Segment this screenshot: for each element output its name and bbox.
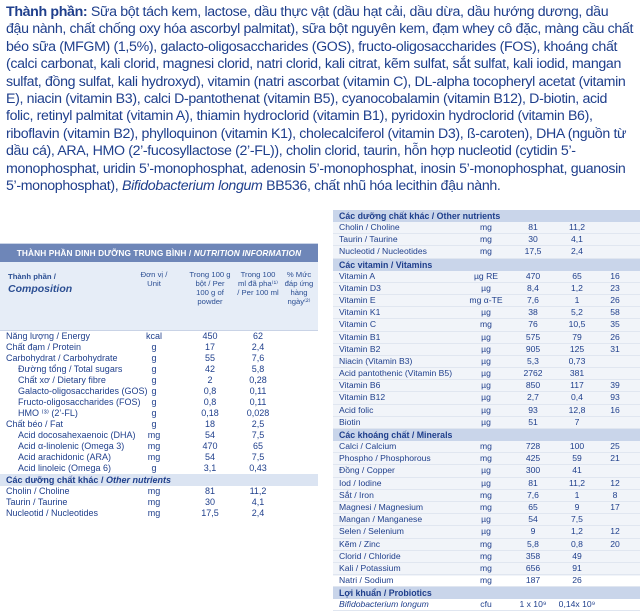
v1-cell: 38 <box>528 307 538 318</box>
name-cell: Nucleotid / Nucleotides <box>6 508 99 518</box>
table-row <box>333 319 640 331</box>
unit-cell: mg <box>480 562 492 573</box>
unit-cell: mg <box>480 234 492 245</box>
v1-cell: 76 <box>528 319 538 330</box>
v3-cell: 17 <box>610 501 620 512</box>
other-nutrients-rows <box>0 486 318 519</box>
table-row <box>333 453 640 465</box>
v100ml-cell: 2,4 <box>251 342 265 352</box>
table-row <box>0 364 318 375</box>
table-row <box>333 502 640 514</box>
v3-cell: 12 <box>610 477 620 488</box>
nutrition-table-title <box>0 244 318 262</box>
v2-cell: 10,5 <box>568 319 586 330</box>
name-cell: Phospho / Phosphorous <box>339 453 431 464</box>
v2-cell: 7,5 <box>571 514 583 525</box>
unit-cell: g <box>151 364 157 374</box>
minerals-rows <box>333 441 640 587</box>
v100ml-cell: 2,4 <box>251 508 265 518</box>
col-unit: Đơn vị / Unit <box>140 270 168 288</box>
unit-cell: mg <box>480 550 492 561</box>
table-row <box>333 441 640 453</box>
vitamins-title: Các vitamin / Vitamins <box>333 259 640 271</box>
table-row <box>0 353 318 364</box>
table-row <box>333 392 640 404</box>
v1-cell: 2762 <box>523 368 543 379</box>
name-cell: Vitamin B2 <box>339 343 381 354</box>
v100g-cell: 42 <box>204 364 215 374</box>
table-row <box>333 539 640 551</box>
unit-cell: µg <box>481 514 491 525</box>
unit-cell: µg <box>481 380 491 391</box>
v3-cell: 25 <box>610 441 620 451</box>
v2-cell: 1,2 <box>571 526 583 537</box>
table-row <box>0 342 318 353</box>
unit-cell: cfu <box>480 599 492 610</box>
v100g-cell: 17,5 <box>201 508 219 518</box>
v2-cell: 59 <box>572 453 582 464</box>
v2-cell: 1 <box>574 294 580 305</box>
v1-cell: 9 <box>530 526 536 537</box>
table-row <box>0 331 318 342</box>
v100g-cell: 17 <box>204 342 215 352</box>
v1-cell: 850 <box>525 380 541 391</box>
table-row <box>333 490 640 502</box>
name-cell: Vitamin K1 <box>339 307 381 318</box>
unit-cell: g <box>151 408 157 418</box>
table-row <box>0 486 318 497</box>
name-cell: Selen / Selenium <box>339 526 404 537</box>
nutrition-rows <box>0 331 318 474</box>
unit-cell: µg <box>481 368 491 379</box>
name-cell: Vitamin A <box>339 270 376 281</box>
v100ml-cell: 7,6 <box>251 353 265 363</box>
v2-cell: 9 <box>574 501 580 512</box>
minerals-title: Các khoáng chất / Minerals <box>333 429 640 441</box>
name-cell: Carbohydrat / Carbohydrate <box>6 353 118 363</box>
table-row <box>333 344 640 356</box>
name-cell: Iod / Iodine <box>339 477 382 488</box>
v3-cell: 23 <box>610 282 620 293</box>
name-cell: Acid pantothenic (Vitamin B5) <box>339 368 453 379</box>
col-rni: % Mức đáp ứng hàng ngày⁽²⁾ <box>284 270 314 306</box>
unit-cell: mg α-TE <box>469 294 503 305</box>
table-row <box>333 380 640 392</box>
nutrition-table-left <box>0 243 318 577</box>
v1-cell: 5,8 <box>527 538 539 549</box>
v1-cell: 81 <box>528 477 538 488</box>
table-row <box>333 222 640 234</box>
table-row <box>333 356 640 368</box>
left-other-nutrients-title <box>0 474 318 486</box>
table-row <box>0 408 318 419</box>
v100ml-cell: 65 <box>252 441 263 451</box>
name-cell: Vitamin D3 <box>339 282 381 293</box>
probiotics-title: Lợi khuẩn / Probiotics <box>333 587 640 599</box>
table-row <box>0 397 318 408</box>
v100ml-cell: 11,2 <box>249 486 267 496</box>
unit-cell: mg <box>147 441 161 451</box>
unit-cell: µg <box>481 404 491 415</box>
name-cell: Vitamin E <box>339 294 376 305</box>
ingredients-end: BB536, chất nhũ hóa lecithin đậu nành. <box>262 178 501 195</box>
table-row <box>0 463 318 474</box>
name-cell: Chất béo / Fat <box>6 419 64 429</box>
name-cell: Cholin / Choline <box>339 222 400 232</box>
v1-cell: 425 <box>525 453 541 464</box>
unit-cell: g <box>151 386 157 396</box>
v1-cell: 358 <box>525 550 541 561</box>
name-cell: Acid α-linolenic (Omega 3) <box>18 441 125 451</box>
unit-cell: µg <box>481 331 491 342</box>
v3-cell: 31 <box>610 343 620 354</box>
v2-cell: 4,1 <box>571 234 583 245</box>
unit-cell: g <box>151 419 157 429</box>
v3-cell: 35 <box>610 319 620 330</box>
v100g-cell: 18 <box>204 419 215 429</box>
v2-cell: 26 <box>572 575 582 586</box>
table-row <box>0 375 318 386</box>
v1-cell: 30 <box>528 234 538 245</box>
name-cell: Biotin <box>339 416 361 427</box>
name-cell: Mangan / Manganese <box>339 514 423 525</box>
unit-cell: µg <box>481 477 491 488</box>
table-row <box>0 386 318 397</box>
title-vi: THÀNH PHẦN DINH DƯỠNG TRUNG BÌNH / <box>16 248 194 258</box>
v100g-cell: 0,8 <box>203 397 217 407</box>
v2-cell: 5,2 <box>571 307 583 318</box>
name-cell: Chất đạm / Protein <box>6 342 82 352</box>
v1-cell: 575 <box>525 331 541 342</box>
v100g-cell: 2 <box>207 375 213 385</box>
v2-cell: 0,4 <box>571 392 583 403</box>
v1-cell: 8,4 <box>527 282 539 293</box>
v2-cell: 117 <box>570 380 584 391</box>
table-row <box>333 514 640 526</box>
table-row <box>0 508 318 519</box>
v1-cell: 17,5 <box>524 246 542 257</box>
name-cell: Acid arachidonic (ARA) <box>18 452 112 462</box>
v1-cell: 728 <box>525 441 541 451</box>
title-en: NUTRITION INFORMATION <box>193 248 302 258</box>
table-row <box>333 465 640 477</box>
v2-cell: 0,8 <box>571 538 583 549</box>
v3-cell: 21 <box>610 453 620 464</box>
v100ml-cell: 0,028 <box>246 408 270 418</box>
v1-cell: 187 <box>525 575 541 586</box>
v2-cell: 0,14x 10⁹ <box>558 599 596 610</box>
v1-cell: 7,6 <box>527 294 539 305</box>
v100g-cell: 3,1 <box>203 463 217 473</box>
name-cell: Vitamin B1 <box>339 331 381 342</box>
v2-cell: 1 <box>574 489 580 500</box>
v1-cell: 470 <box>525 270 541 281</box>
name-cell: Galacto-oligosaccharides (GOS) <box>18 386 148 396</box>
v2-cell: 100 <box>569 441 585 451</box>
name-cell: Kẽm / Zinc <box>339 538 381 549</box>
col-composition-en: Composition <box>8 283 73 295</box>
v100ml-cell: 0,11 <box>249 386 267 396</box>
name-cell: Nucleotid / Nucleotides <box>339 246 427 257</box>
v1-cell: 1 x 10⁹ <box>519 599 547 610</box>
unit-cell: mg <box>147 430 161 440</box>
v100ml-cell: 62 <box>252 331 263 341</box>
v100ml-cell: 0,28 <box>249 375 267 385</box>
v2-cell: 11,2 <box>568 477 586 488</box>
unit-cell: µg <box>481 392 491 403</box>
name-cell: Đường tổng / Total sugars <box>18 364 123 374</box>
v2-cell: 2,4 <box>571 246 583 257</box>
other-title-vi: Các dưỡng chất khác / <box>6 475 106 485</box>
name-cell: Cholin / Choline <box>6 486 70 496</box>
v2-cell: 381 <box>569 368 585 379</box>
v100ml-cell: 5,8 <box>251 364 265 374</box>
name-cell: HMO ⁽³⁾ (2’-FL) <box>18 408 78 418</box>
v3-cell: 16 <box>610 404 620 415</box>
name-cell: Natri / Sodium <box>339 575 394 586</box>
unit-cell: µg <box>481 465 491 476</box>
v100ml-cell: 4,1 <box>251 497 265 507</box>
v100ml-cell: 0,43 <box>249 463 267 473</box>
v3-cell: 39 <box>610 380 620 391</box>
unit-cell: g <box>151 397 157 407</box>
table-row <box>333 283 640 295</box>
table-row <box>333 563 640 575</box>
v2-cell: 1,2 <box>571 282 583 293</box>
name-cell: Acid linoleic (Omega 6) <box>18 463 112 473</box>
table-row <box>333 295 640 307</box>
table-row <box>0 419 318 430</box>
table-row <box>0 441 318 452</box>
name-cell: Fructo-oligosaccharides (FOS) <box>18 397 141 407</box>
v100g-cell: 0,8 <box>203 386 217 396</box>
v100g-cell: 54 <box>204 452 215 462</box>
v100g-cell: 450 <box>202 331 218 341</box>
v2-cell: 91 <box>572 562 582 573</box>
unit-cell: µg <box>481 282 491 293</box>
table-row <box>333 599 640 611</box>
name-cell: Magnesi / Magnesium <box>339 501 424 512</box>
right-other-rows <box>333 222 640 259</box>
v100g-cell: 0,18 <box>201 408 219 418</box>
v100ml-cell: 7,5 <box>251 430 265 440</box>
name-cell: Acid folic <box>339 404 374 415</box>
v3-cell: 20 <box>610 538 620 549</box>
vitamins-rows <box>333 271 640 429</box>
v2-cell: 12,8 <box>568 404 586 415</box>
table-row <box>333 307 640 319</box>
v1-cell: 65 <box>528 501 538 512</box>
table-row <box>0 452 318 463</box>
unit-cell: mg <box>480 453 492 464</box>
v2-cell: 11,2 <box>568 222 586 232</box>
v2-cell: 0,73 <box>568 355 586 366</box>
name-cell: Đồng / Copper <box>339 465 395 476</box>
unit-cell: g <box>151 463 157 473</box>
name-cell: Chất xơ / Dietary fibre <box>18 375 106 385</box>
v3-cell: 12 <box>610 526 620 537</box>
table-row <box>0 430 318 441</box>
v1-cell: 5,3 <box>527 355 539 366</box>
v1-cell: 656 <box>525 562 541 573</box>
v100g-cell: 30 <box>204 497 215 507</box>
v1-cell: 93 <box>528 404 538 415</box>
v1-cell: 51 <box>528 416 538 427</box>
unit-cell: mg <box>147 452 161 462</box>
unit-cell: µg <box>481 416 491 427</box>
v3-cell: 58 <box>610 307 620 318</box>
ingredients-text <box>0 0 640 195</box>
nutrition-table-right <box>333 210 640 610</box>
name-cell: Niacin (Vitamin B3) <box>339 355 413 366</box>
v3-cell: 26 <box>610 331 620 342</box>
v1-cell: 7,6 <box>527 489 539 500</box>
name-cell: Vitamin C <box>339 319 377 330</box>
unit-cell: mg <box>480 319 492 330</box>
col-composition <box>8 270 72 296</box>
name-cell: Calci / Calcium <box>339 441 397 451</box>
table-row <box>333 271 640 283</box>
v2-cell: 125 <box>569 343 585 354</box>
unit-cell: g <box>151 353 157 363</box>
unit-cell: mg <box>480 575 492 586</box>
table-row <box>333 417 640 429</box>
unit-cell: mg <box>147 508 161 518</box>
name-cell: Taurin / Taurine <box>6 497 68 507</box>
unit-cell: mg <box>480 489 492 500</box>
probiotics-rows <box>333 599 640 611</box>
name-cell: Bifidobacterium longum <box>339 599 429 610</box>
v1-cell: 81 <box>528 222 538 232</box>
name-cell: Kali / Potassium <box>339 562 401 573</box>
name-cell: Vitamin B12 <box>339 392 386 403</box>
col-100g: Trong 100 g bột / Per 100 g of powder <box>189 270 231 306</box>
v100g-cell: 81 <box>204 486 215 496</box>
unit-cell: mg <box>480 538 492 549</box>
v3-cell: 93 <box>610 392 620 403</box>
v3-cell: 16 <box>610 270 620 281</box>
right-other-title: Các dưỡng chất khác / Other nutrients <box>333 210 640 222</box>
v2-cell: 79 <box>572 331 582 342</box>
v1-cell: 2,7 <box>527 392 539 403</box>
unit-cell: mg <box>480 246 492 257</box>
v100ml-cell: 7,5 <box>251 452 265 462</box>
table-row <box>333 368 640 380</box>
unit-cell: mg <box>480 441 492 451</box>
v100ml-cell: 2,5 <box>251 419 265 429</box>
col-composition-vi: Thành phần / <box>8 272 56 281</box>
unit-cell: µg <box>481 343 491 354</box>
name-cell: Taurin / Taurine <box>339 234 398 245</box>
column-headers <box>0 262 318 331</box>
col-100ml: Trong 100 ml đã pha⁽¹⁾ / Per 100 ml <box>237 270 279 297</box>
v1-cell: 300 <box>525 465 541 476</box>
unit-cell: µg <box>481 355 491 366</box>
unit-cell: g <box>151 342 157 352</box>
table-row <box>333 234 640 246</box>
unit-cell: µg <box>481 307 491 318</box>
v100g-cell: 470 <box>202 441 218 451</box>
ingredients-list: Sữa bột tách kem, lactose, dầu thực vật (dầu hạt cải, dầu dừa, dầu hướng dương, dầu đậu nành, chất chống oxy hóa ascorbyl palmitat), sữa bột nguyên kem, đạm whey cô đặc, màng cầu chất béo sữa (MFGM) (1,5%), galacto-oligosaccharides (GOS), fructo-oligosaccharides (FOS), khoáng chất (calci carbonat, kali clorid, magnesi clorid, natri clorid, kali citrat, kẽm sulfat, sắt sulfat, kali iodid, mangan sulfat, đồng sulfat, kali hydroxyd), vitamin (natri ascorbat (vitamin C), DL-alpha tocopheryl acetat (vitamin E), niacin (vitamin B3), calci D-pantothenat (vitamin B5), cyanocobalamin (vitamin B12), D-biotin, acid folic, retinyl palmitat (vitamin A), thiamin hydroclorid (vitamin B1), pyridoxin hydroclorid (vitamin B6), riboflavin (vitamin B2), phylloquinon (vitamin K1), cholecalciferol (vitamin D3), ß-caroten), DHA (nguồn từ dầu cá), ARA, HMO (2’-fucosyllactose (2’-FL)), cholin clorid, taurin, hỗn hợp nucleotid (cytidin 5’-monophosphat, uridin 5’-monophosphat, adenosin 5’-monophosphat, inosin 5’-monophosphat, guanosin 5’-monophosphat), <box>6 4 634 195</box>
v3-cell: 26 <box>610 294 620 305</box>
name-cell: Sắt / Iron <box>339 489 374 500</box>
v100g-cell: 55 <box>204 353 215 363</box>
unit-cell: mg <box>480 222 492 232</box>
name-cell: Acid docosahexaenoic (DHA) <box>18 430 136 440</box>
name-cell: Năng lượng / Energy <box>6 331 90 341</box>
ingredients-section <box>0 0 640 205</box>
ingredients-label: Thành phần: <box>6 4 88 20</box>
table-row <box>333 246 640 258</box>
table-row <box>333 478 640 490</box>
table-row <box>333 332 640 344</box>
table-row <box>333 575 640 587</box>
v1-cell: 54 <box>528 514 538 525</box>
v2-cell: 65 <box>572 270 582 281</box>
unit-cell: µg <box>481 526 491 537</box>
v3-cell: 8 <box>612 489 618 500</box>
v2-cell: 49 <box>572 550 582 561</box>
unit-cell: mg <box>147 497 161 507</box>
table-row <box>0 497 318 508</box>
v100g-cell: 54 <box>204 430 215 440</box>
v2-cell: 7 <box>574 416 580 427</box>
unit-cell: mg <box>147 486 161 496</box>
other-title-en: Other nutrients <box>105 475 171 485</box>
table-row <box>333 405 640 417</box>
name-cell: Vitamin B6 <box>339 380 381 391</box>
v1-cell: 905 <box>525 343 541 354</box>
ingredients-italic: Bifidobacterium longum <box>121 178 263 195</box>
unit-cell: kcal <box>145 331 162 341</box>
v2-cell: 41 <box>572 465 582 476</box>
v100ml-cell: 0,11 <box>249 397 267 407</box>
name-cell: Clorid / Chloride <box>339 550 401 561</box>
table-row <box>333 526 640 538</box>
unit-cell: g <box>151 375 157 385</box>
unit-cell: µg RE <box>473 270 499 281</box>
table-row <box>333 551 640 563</box>
unit-cell: mg <box>480 501 492 512</box>
